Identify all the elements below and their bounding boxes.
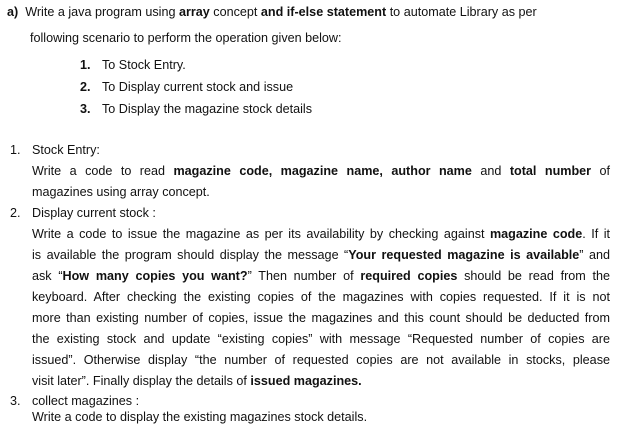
- op-item-3: 3. To Display the magazine stock details: [80, 102, 312, 116]
- section-1-line-1: Write a code to read magazine code, magazine name, author name and total number of: [32, 164, 611, 178]
- section-2-line-6: the existing stock and update “existing copies” with message “Requested number of copies are: [32, 332, 610, 346]
- section-1-heading: 1. Stock Entry:: [10, 143, 100, 157]
- section-3-heading: 3. collect magazines :: [10, 394, 140, 408]
- section-2-line-1: Write a code to issue the magazine as per its availability by checking against magazine code. If it: [32, 227, 610, 241]
- question-line-2: following scenario to perform the operation given below:: [30, 31, 342, 45]
- section-2-line-7: issued”. Otherwise display “the number of requested copies are not available in stocks, please: [32, 353, 610, 367]
- section-2-line-5: more than existing number of copies, issue the magazines and this count should be deducted from: [32, 311, 610, 325]
- question-line-1: a) Write a java program using array concept and if-else statement to automate Library as per: [7, 5, 537, 19]
- op-item-1: 1. To Stock Entry.: [80, 58, 186, 72]
- op-item-2: 2. To Display current stock and issue: [80, 80, 294, 94]
- section-2-heading: 2. Display current stock :: [10, 206, 156, 220]
- section-3-line-1: Write a code to display the existing magazines stock details.: [32, 410, 368, 424]
- section-2-line-4: keyboard. After checking the existing copies of the magazines with copies requested. If it is not: [32, 290, 610, 304]
- section-2-line-3: ask “How many copies you want?” Then number of required copies should be read from the: [32, 269, 611, 283]
- section-2-line-2: is available the program should display the message “Your requested magazine is available” and: [32, 248, 610, 262]
- section-2-line-8: visit later”. Finally display the details of issued magazines.: [32, 374, 362, 388]
- section-1-line-2: magazines using array concept.: [32, 185, 210, 199]
- question-marker: a): [7, 5, 19, 19]
